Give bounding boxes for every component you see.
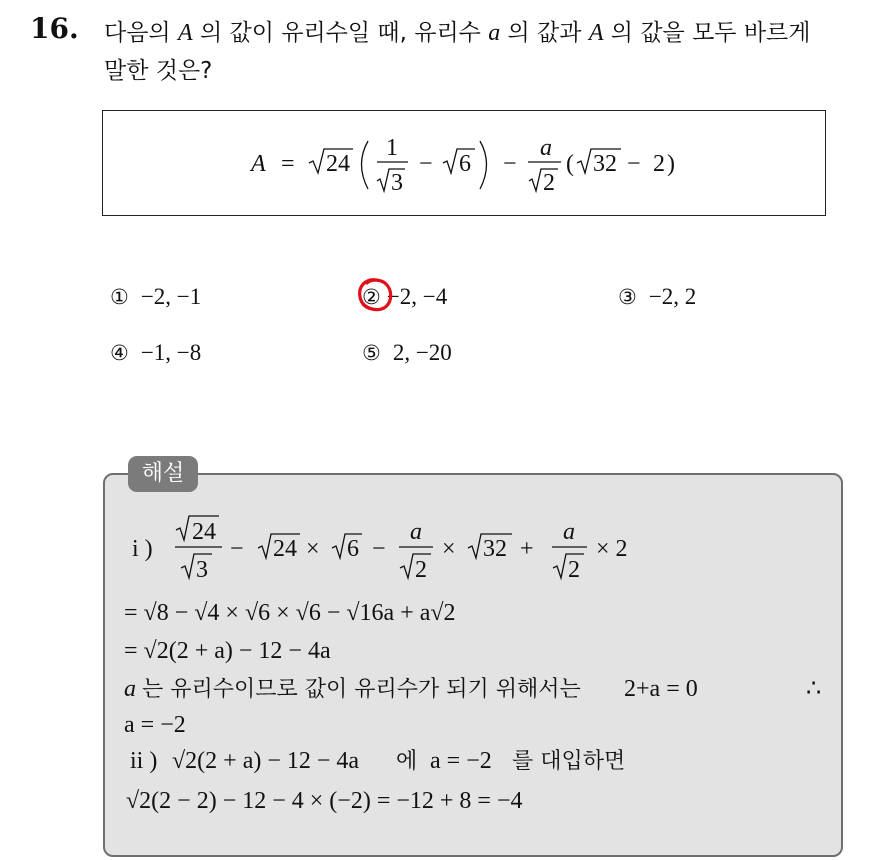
radicand-2: 2 bbox=[543, 170, 555, 196]
therefore-symbol: ∴ bbox=[806, 676, 822, 702]
question-text-part: 의 값이 유리수일 때, 유리수 bbox=[192, 20, 489, 46]
step1-label: i ) bbox=[132, 536, 153, 562]
numerator-a: a bbox=[540, 135, 552, 161]
choice-text: −2, −1 bbox=[140, 284, 202, 309]
radicand-32: 32 bbox=[593, 151, 617, 177]
choice-text: −2, 2 bbox=[648, 284, 697, 309]
radicand-24: 24 bbox=[273, 536, 297, 562]
minus-sign: − bbox=[627, 151, 641, 177]
radicand-2: 2 bbox=[415, 557, 427, 583]
choice-number: ② bbox=[362, 285, 381, 309]
variable-A: A bbox=[588, 20, 604, 46]
choice-number: ④ bbox=[110, 341, 129, 365]
question-text-part: 다음의 bbox=[104, 20, 178, 46]
solution-line-3: = √2(2 + a) − 12 − 4a bbox=[124, 638, 331, 664]
radicand-6: 6 bbox=[347, 536, 359, 562]
radicand-3: 3 bbox=[391, 170, 403, 196]
choice-text: −1, −8 bbox=[140, 340, 202, 365]
line4-equation: 2+a = 0 bbox=[624, 676, 698, 702]
radicand-24: 24 bbox=[326, 151, 350, 177]
radicand-2: 2 bbox=[568, 557, 580, 583]
numerator-1: 1 bbox=[386, 135, 398, 161]
left-paren-small: ( bbox=[566, 151, 574, 177]
times-two: × 2 bbox=[596, 536, 628, 562]
minus-sign: − bbox=[419, 151, 433, 177]
radicand-24: 24 bbox=[192, 519, 216, 545]
numerator-a: a bbox=[410, 519, 422, 545]
minus-sign: − bbox=[503, 151, 517, 177]
formula-equals: = bbox=[281, 151, 295, 177]
radicand-6: 6 bbox=[459, 151, 471, 177]
line6-text-a: 에 bbox=[396, 749, 418, 774]
line4-text: 는 유리수이므로 값이 유리수가 되기 위해서는 bbox=[142, 677, 581, 702]
line6-expression: √2(2 + a) − 12 − 4a bbox=[172, 748, 360, 774]
minus-sign: − bbox=[230, 536, 244, 562]
right-paren-small: ) bbox=[667, 151, 675, 177]
variable-a: a bbox=[488, 20, 501, 46]
line6-substitution: a = −2 bbox=[430, 748, 492, 774]
choice-number: ⑤ bbox=[362, 341, 381, 365]
choice-number: ③ bbox=[618, 285, 637, 309]
choice-text: −2, −4 bbox=[386, 284, 448, 309]
times-sign: × bbox=[306, 536, 320, 562]
plus-sign: + bbox=[520, 536, 534, 562]
solution-line-7: √2(2 − 2) − 12 − 4 × (−2) = −12 + 8 = −4 bbox=[126, 788, 523, 814]
step2-label: ii ) bbox=[130, 748, 158, 774]
variable-A: A bbox=[177, 20, 193, 46]
formula-lhs: A bbox=[251, 151, 266, 177]
numerator-a: a bbox=[563, 519, 575, 545]
solution-line-2: = √8 − √4 × √6 × √6 − √16a + a√2 bbox=[124, 600, 456, 626]
line4-variable: a bbox=[124, 676, 136, 702]
constant-2: 2 bbox=[653, 151, 665, 177]
minus-sign: − bbox=[372, 536, 386, 562]
solution-line-5: a = −2 bbox=[124, 712, 186, 738]
question-number: 16. bbox=[30, 12, 79, 45]
choice-text: 2, −20 bbox=[392, 340, 452, 365]
question-text-line2: 말한 것은? bbox=[104, 58, 213, 84]
solution-tag: 해설 bbox=[128, 456, 198, 492]
question-text-part: 의 값을 모두 바르게 bbox=[603, 20, 811, 46]
radicand-32: 32 bbox=[483, 536, 507, 562]
line6-text-b: 를 대입하면 bbox=[512, 749, 626, 774]
radicand-3: 3 bbox=[196, 557, 208, 583]
choice-number: ① bbox=[110, 285, 129, 309]
question-text-part: 의 값과 bbox=[500, 20, 589, 46]
times-sign: × bbox=[442, 536, 456, 562]
